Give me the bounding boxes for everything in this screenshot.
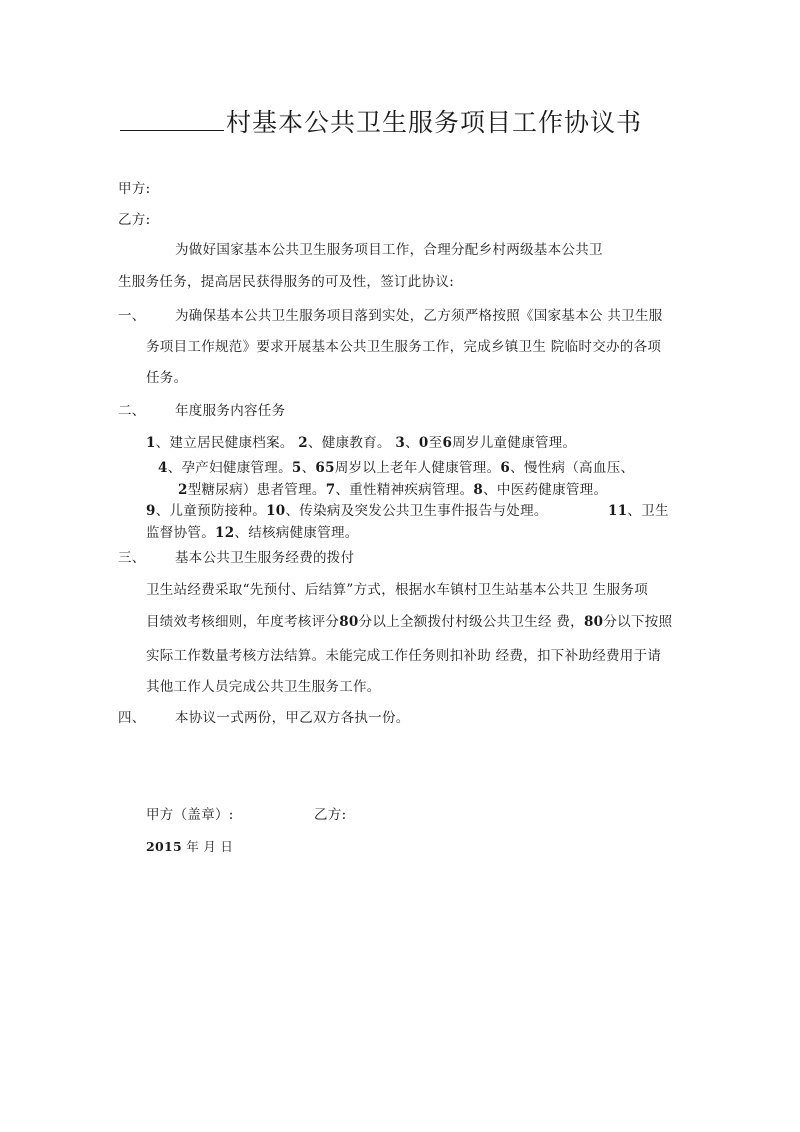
item-number: 4 xyxy=(158,460,168,476)
item-number: 2 xyxy=(178,482,188,498)
item-number: 10 xyxy=(266,503,286,519)
title-text: 村基本公共卫生服务项目工作协议书 xyxy=(226,108,643,137)
item-number: 3 xyxy=(395,435,406,451)
service-items-line-2 xyxy=(158,458,634,478)
item-number: 65 xyxy=(315,460,335,476)
section1-line-2: 务项目工作规范》要求开展基本公共卫生服务工作，完成乡镇卫生 院临时交办的各项 xyxy=(146,339,662,355)
item-text: 、重性精神疾病管理。 xyxy=(335,482,474,498)
item-number: 12 xyxy=(215,525,235,541)
service-items-line-4 xyxy=(146,501,548,521)
section1-number: 一、 xyxy=(118,308,146,324)
party-b-label: 乙方: xyxy=(118,212,151,228)
section2-number: 二、 xyxy=(118,403,146,419)
item-text: 、慢性病（高血压、 xyxy=(510,460,635,476)
document-title xyxy=(120,104,642,141)
item-number: 5 xyxy=(291,460,302,476)
item-number: 9 xyxy=(146,503,156,519)
section3-line-4: 其他工作人员完成公共卫生服务工作。 xyxy=(146,679,381,695)
intro-line-2: 生服务任务，提高居民获得服务的可及性，签订此协议: xyxy=(118,274,455,290)
item-text: 、建立居民健康档案。 xyxy=(155,435,294,451)
item-text: 、结核病健康管理。 xyxy=(234,525,359,541)
section3-line-2 xyxy=(146,612,672,632)
item-text: 、健康教育。 xyxy=(308,435,391,451)
section1-line-1: 为确保基本公共卫生服务项目落到实处，乙方须严格按照《国家基本公 共卫生服 xyxy=(175,308,663,324)
title-blank-line xyxy=(120,104,224,131)
section3-line-2-text-a: 目绩效考核细则，年度考核评分 xyxy=(146,614,340,630)
item-text: 、 xyxy=(405,435,419,451)
item-text: 、孕产妇健康管理。 xyxy=(167,460,292,476)
item-text: 周岁儿童健康管理。 xyxy=(452,435,577,451)
item-number: 11 xyxy=(608,503,628,519)
item-text: 周岁以上老年人健康管理。 xyxy=(334,460,501,476)
section4-text: 本协议一式两份，甲乙双方各执一份。 xyxy=(175,710,410,726)
section3-line-1: 卫生站经费采取“先预付、后结算”方式，根据水车镇村卫生站基本公共卫 生服务项 xyxy=(146,582,648,598)
item-text: 型糖尿病）患者管理。 xyxy=(187,482,326,498)
party-a-label: 甲方: xyxy=(118,181,151,197)
service-items-line-4-tail xyxy=(608,501,669,521)
score-threshold-1: 80 xyxy=(339,614,359,630)
score-threshold-2: 80 xyxy=(583,614,604,630)
item-text: 、 xyxy=(301,460,316,476)
section3-heading: 基本公共卫生服务经费的拨付 xyxy=(175,550,355,566)
signature-party-b: 乙方: xyxy=(314,807,347,823)
item-number: 6 xyxy=(500,460,511,476)
item-number: 7 xyxy=(325,482,336,498)
item-number: 6 xyxy=(442,435,453,451)
section3-line-3: 实际工作数量考核方法结算。未能完成工作任务则扣补助 经费，扣下补助经费用于请 xyxy=(146,648,662,664)
item-text: 、中医药健康管理。 xyxy=(483,482,608,498)
signature-date-rest: 年 月 日 xyxy=(186,839,234,854)
section3-line-2-text-c: 分以下按照 xyxy=(603,614,673,630)
intro-line-1: 为做好国家基本公共卫生服务项目工作，合理分配乡村两级基本公共卫 xyxy=(175,242,603,258)
section4-number: 四、 xyxy=(118,710,146,726)
signature-year: 2015 xyxy=(146,839,182,854)
item-number: 0 xyxy=(418,435,429,451)
service-items-line-5 xyxy=(146,523,359,543)
section3-number: 三、 xyxy=(118,550,146,566)
item-number: 1 xyxy=(146,435,156,451)
service-items-line-3 xyxy=(178,480,607,500)
item-text: 、卫生 xyxy=(627,503,669,519)
signature-party-a: 甲方（盖章）: xyxy=(146,807,234,823)
item-text: 、传染病及突发公共卫生事件报告与处理。 xyxy=(285,503,548,519)
item-text: 监督协管。 xyxy=(146,525,215,541)
service-items-line-1 xyxy=(146,433,576,453)
section1-line-3: 任务。 xyxy=(146,370,188,386)
item-text: 至 xyxy=(428,435,443,451)
section3-line-2-text-b: 分以上全额拨付村级公共卫生经 费， xyxy=(358,614,584,630)
item-number: 2 xyxy=(298,435,308,451)
signature-date xyxy=(146,837,233,857)
section2-heading: 年度服务内容任务 xyxy=(175,403,286,419)
item-text: 、儿童预防接种。 xyxy=(155,503,267,519)
item-number: 8 xyxy=(473,482,484,498)
